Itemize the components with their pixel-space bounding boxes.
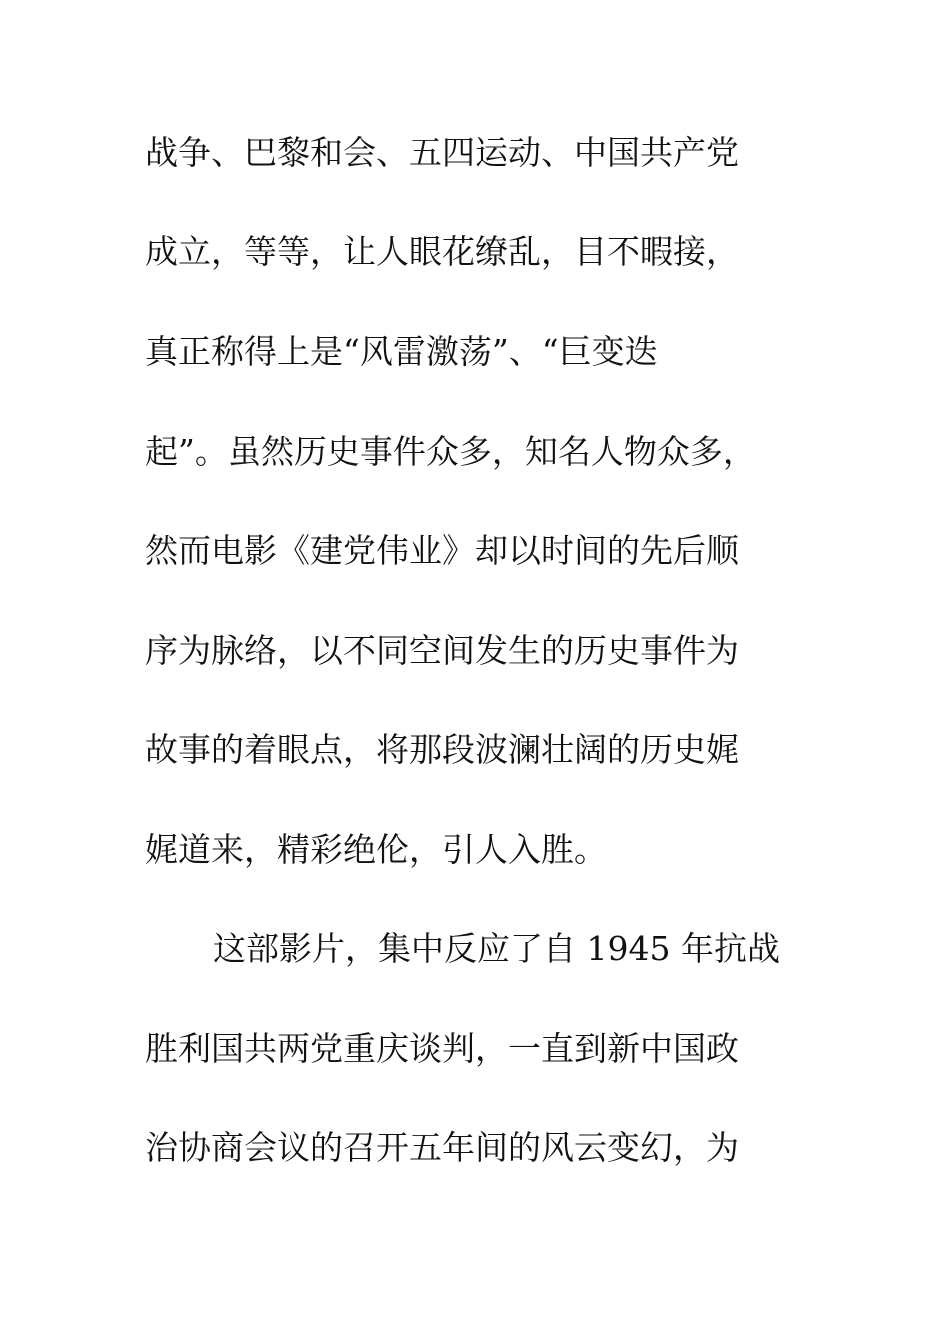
text-line: 娓道来，精彩绝伦，引人入胜。 [145,830,607,869]
text-line: 起”。虽然历史事件众多，知名人物众多， [145,432,756,471]
text-line: 然而电影《建党伟业》却以时间的先后顺 [145,531,739,570]
text-line: 成立，等等，让人眼花缭乱，目不暇接， [145,232,739,271]
text-line: 故事的着眼点，将那段波澜壮阔的历史娓 [145,730,739,769]
text-line: 战争、巴黎和会、五四运动、中国共产党 [145,133,739,172]
paragraph-start-line: 这部影片，集中反应了自 1945 年抗战 [213,929,780,968]
text-line: 治协商会议的召开五年间的风云变幻，为 [145,1128,739,1167]
text-line: 序为脉络，以不同空间发生的历史事件为 [145,631,739,670]
text-line: 真正称得上是“风雷激荡”、“巨变迭 [145,332,658,371]
text-line: 胜利国共两党重庆谈判，一直到新中国政 [145,1029,739,1068]
